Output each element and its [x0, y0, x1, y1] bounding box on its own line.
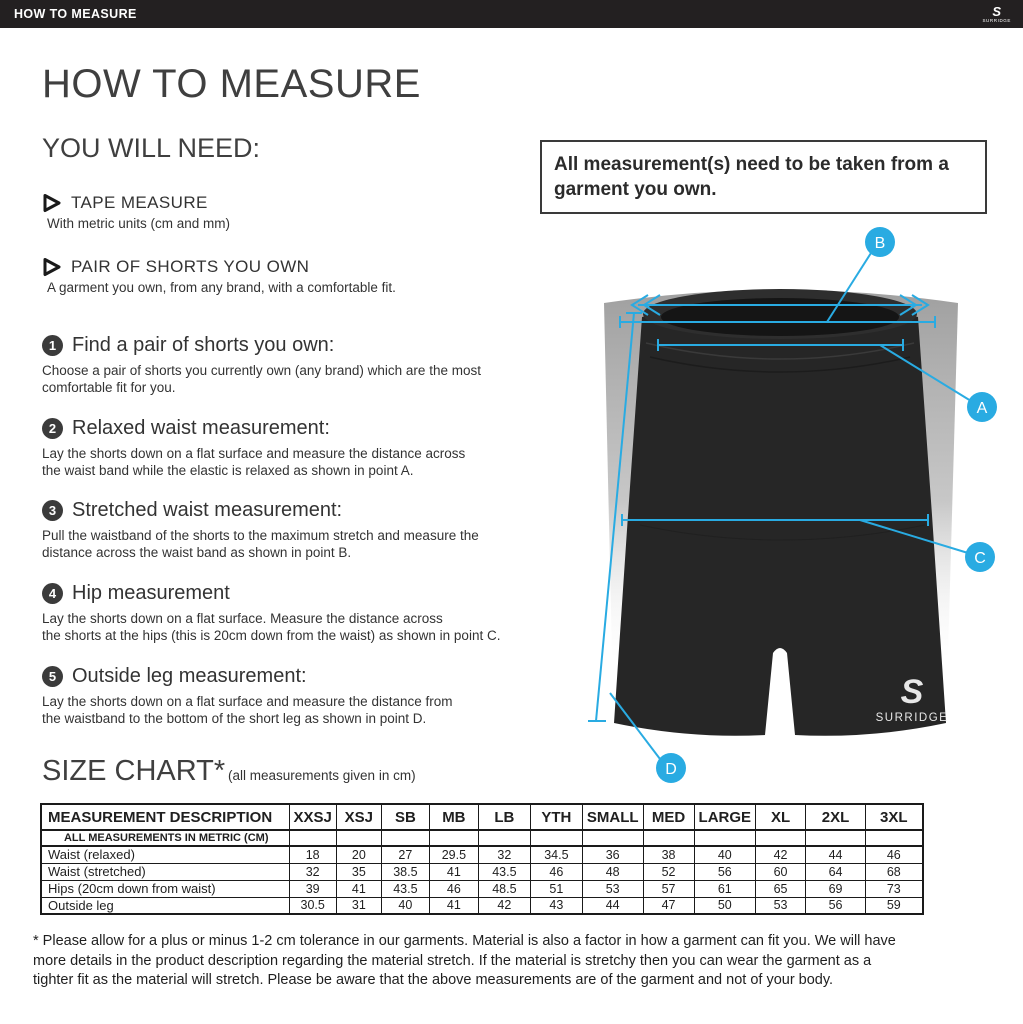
measurement-label-cell: Waist (relaxed) [41, 846, 289, 863]
size-chart-column-header: MB [429, 804, 478, 830]
size-chart-row [41, 897, 923, 914]
measurement-value-cell: 65 [756, 880, 806, 897]
measurement-label-cell: Outside leg [41, 897, 289, 914]
size-chart-column-header: XL [756, 804, 806, 830]
need-item-shorts [42, 257, 396, 295]
size-chart-subheader-cell: ALL MEASUREMENTS IN METRIC (CM) [41, 830, 289, 846]
step-2 [42, 417, 522, 479]
surridge-logo-icon: S [992, 3, 1002, 19]
step-3 [42, 499, 522, 561]
measurement-value-cell: 44 [582, 897, 643, 914]
size-chart-column-header: 3XL [866, 804, 923, 830]
step-description: Pull the waistband of the shorts to the maximum stretch and measure the distance across the waist band as shown in point B. [42, 528, 479, 560]
measurement-value-cell: 43.5 [478, 863, 530, 880]
measurement-value-cell: 32 [289, 863, 336, 880]
size-chart-column-header: 2XL [806, 804, 866, 830]
play-triangle-icon [42, 257, 62, 277]
step-5 [42, 665, 522, 727]
measurement-value-cell: 59 [866, 897, 923, 914]
measurement-value-cell: 57 [643, 880, 694, 897]
top-header-bar [0, 0, 1023, 28]
size-chart-column-header: SMALL [582, 804, 643, 830]
step-number-badge: 3 [42, 500, 63, 521]
measurement-value-cell: 41 [429, 863, 478, 880]
size-chart-empty-cell [756, 830, 806, 846]
need-item-description: With metric units (cm and mm) [47, 216, 231, 231]
size-chart-row [41, 863, 923, 880]
need-item-description: A garment you own, from any brand, with a comfortable fit. [47, 280, 396, 295]
size-chart-empty-cell [530, 830, 582, 846]
step-title: Find a pair of shorts you own: [72, 334, 335, 356]
measurement-value-cell: 56 [694, 863, 756, 880]
measurement-value-cell: 27 [381, 846, 429, 863]
surridge-logo [982, 5, 1011, 24]
need-item-tape-measure [42, 193, 230, 231]
measurement-value-cell: 47 [643, 897, 694, 914]
measurement-value-cell: 53 [756, 897, 806, 914]
step-title: Outside leg measurement: [72, 665, 307, 687]
size-chart-empty-cell [694, 830, 756, 846]
size-chart-empty-cell [478, 830, 530, 846]
size-chart-column-header: YTH [530, 804, 582, 830]
measurement-value-cell: 61 [694, 880, 756, 897]
measurement-value-cell: 43.5 [381, 880, 429, 897]
measurement-value-cell: 46 [866, 846, 923, 863]
size-chart-title: SIZE CHART* [42, 755, 226, 787]
step-number-badge: 5 [42, 666, 63, 687]
measurement-value-cell: 40 [694, 846, 756, 863]
measurement-value-cell: 48.5 [478, 880, 530, 897]
measurement-value-cell: 38 [643, 846, 694, 863]
size-chart-column-header: LB [478, 804, 530, 830]
measurement-value-cell: 18 [289, 846, 336, 863]
size-chart-subheader-row [41, 830, 923, 846]
measurement-value-cell: 48 [582, 863, 643, 880]
measurement-value-cell: 44 [806, 846, 866, 863]
size-chart-column-header: MEASUREMENT DESCRIPTION [41, 804, 289, 830]
measurement-value-cell: 46 [530, 863, 582, 880]
shorts-logo-icon: S [900, 673, 924, 711]
size-chart-column-header: XXSJ [289, 804, 336, 830]
measurement-value-cell: 30.5 [289, 897, 336, 914]
measurement-value-cell: 31 [336, 897, 381, 914]
step-title: Hip measurement [72, 582, 230, 604]
measurement-value-cell: 20 [336, 846, 381, 863]
measurement-value-cell: 36 [582, 846, 643, 863]
step-number-badge: 1 [42, 335, 63, 356]
shorts-logo-text: SURRIDGE [875, 712, 949, 724]
measurement-value-cell: 35 [336, 863, 381, 880]
size-chart-row [41, 880, 923, 897]
step-number-badge: 2 [42, 418, 63, 439]
size-chart-empty-cell [806, 830, 866, 846]
measurement-value-cell: 69 [806, 880, 866, 897]
measurement-value-cell: 43 [530, 897, 582, 914]
size-chart-empty-cell [336, 830, 381, 846]
size-chart-table [40, 803, 924, 915]
step-number-badge: 4 [42, 583, 63, 604]
step-title: Relaxed waist measurement: [72, 417, 330, 439]
play-triangle-icon [42, 193, 62, 213]
point-b-label: B [874, 235, 886, 252]
shorts-measurement-diagram [580, 225, 1020, 803]
size-chart-empty-cell [643, 830, 694, 846]
surridge-logo-text: SURRIDGE [982, 17, 1011, 23]
point-c-label: C [974, 550, 986, 567]
size-chart-empty-cell [381, 830, 429, 846]
measurement-value-cell: 29.5 [429, 846, 478, 863]
size-chart-empty-cell [582, 830, 643, 846]
measurement-value-cell: 64 [806, 863, 866, 880]
measurement-value-cell: 41 [336, 880, 381, 897]
size-chart-empty-cell [429, 830, 478, 846]
tolerance-footnote: * Please allow for a plus or minus 1-2 cm tolerance in our garments. Material is also a factor in how a garment can fit you. We will have more details in the product description regarding the material stretch. If the material is stretchy then you can wear the garment as a tighter fit as the material will stretch. Please be aware that the above measurements are of the garment and not of your body. [33, 933, 896, 988]
step-description: Lay the shorts down on a flat surface and measure the distance across the waist band while the elastic is relaxed as shown in point A. [42, 446, 466, 478]
size-chart-empty-cell [289, 830, 336, 846]
point-a-label: A [976, 400, 988, 417]
measurement-value-cell: 41 [429, 897, 478, 914]
need-item-label: TAPE MEASURE [71, 193, 208, 212]
measurement-value-cell: 56 [806, 897, 866, 914]
step-title: Stretched waist measurement: [72, 499, 343, 521]
size-chart-column-header: XSJ [336, 804, 381, 830]
step-description: Lay the shorts down on a flat surface and measure the distance from the waistband to the bottom of the short leg as shown in point D. [42, 694, 453, 726]
measurement-value-cell: 38.5 [381, 863, 429, 880]
size-chart-column-header: MED [643, 804, 694, 830]
size-chart-empty-cell [866, 830, 923, 846]
measurement-label-cell: Hips (20cm down from waist) [41, 880, 289, 897]
measurement-note-box: All measurement(s) need to be taken from a garment you own. [540, 140, 987, 214]
measurement-value-cell: 39 [289, 880, 336, 897]
measurement-value-cell: 46 [429, 880, 478, 897]
measurement-value-cell: 68 [866, 863, 923, 880]
step-1 [42, 334, 522, 396]
step-description: Choose a pair of shorts you currently own (any brand) which are the most comfortable fit for you. [42, 363, 481, 395]
you-will-need-heading: YOU WILL NEED: [42, 133, 261, 163]
measurement-value-cell: 32 [478, 846, 530, 863]
measurement-value-cell: 50 [694, 897, 756, 914]
measurement-value-cell: 73 [866, 880, 923, 897]
size-chart-column-header: LARGE [694, 804, 756, 830]
waistband-inner [661, 298, 899, 336]
measurement-value-cell: 42 [756, 846, 806, 863]
need-item-label: PAIR OF SHORTS YOU OWN [71, 257, 310, 276]
measurement-value-cell: 52 [643, 863, 694, 880]
measurement-value-cell: 60 [756, 863, 806, 880]
step-4 [42, 582, 522, 644]
measurement-value-cell: 40 [381, 897, 429, 914]
step-description: Lay the shorts down on a flat surface. Measure the distance across the shorts at the hips (this is 20cm down from the waist) as shown in point C. [42, 611, 501, 643]
point-d-label: D [665, 761, 677, 778]
measurement-label-cell: Waist (stretched) [41, 863, 289, 880]
measurement-value-cell: 42 [478, 897, 530, 914]
measurement-value-cell: 51 [530, 880, 582, 897]
size-chart-header-row [41, 804, 923, 830]
size-chart-row [41, 846, 923, 863]
measurement-value-cell: 34.5 [530, 846, 582, 863]
measurement-value-cell: 53 [582, 880, 643, 897]
size-chart-subtitle: (all measurements given in cm) [228, 768, 416, 783]
header-title: HOW TO MEASURE [14, 7, 137, 21]
page-title: HOW TO MEASURE [42, 62, 421, 106]
size-chart-column-header: SB [381, 804, 429, 830]
